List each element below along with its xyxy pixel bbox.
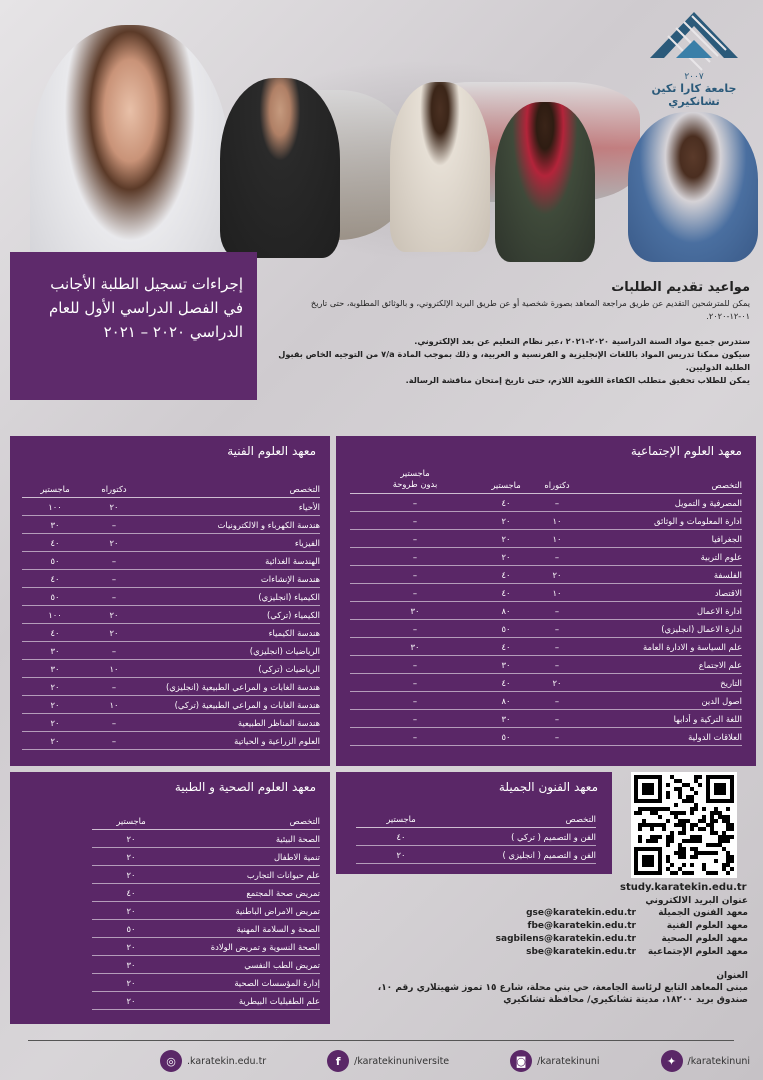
specialty-cell: علم الاجتماع	[698, 659, 742, 670]
specialty-cell: العلاقات الدولية	[688, 731, 742, 742]
table-row	[92, 884, 320, 902]
specialty-cell: الكيمياء (انجليزي)	[258, 591, 320, 602]
logo-year: ٢٠٠٧	[684, 72, 704, 82]
table-row	[356, 828, 596, 846]
table-row	[92, 992, 320, 1010]
masters-nonthesis-cell: –	[412, 497, 418, 508]
fine-arts-title: معهد الفنون الجميلة	[498, 780, 598, 794]
masters-cell: ٢٠	[50, 735, 60, 746]
application-paragraph: يمكن للمترشحين التقديم عن طريق مراجعة المعاهد بصورة شخصية أو عن طريق البريد الإلكتروني، و بالوثائق المطلوبة، حتى تاريخ ٠١-١٢-٢٠٢٠.	[310, 298, 750, 321]
masters-cell: ٢٠	[126, 941, 136, 952]
masters-cell: ٤٠	[501, 497, 511, 508]
masters-cell: ٢٠	[501, 533, 511, 544]
email-title: عنوان البريد الالكتروني	[645, 896, 748, 906]
table-row	[350, 674, 742, 692]
phd-cell: –	[554, 695, 560, 706]
email-label: معهد الفنون الجميلة	[658, 907, 748, 918]
student-photo-2	[220, 78, 340, 258]
specialty-cell: تنمية الاطفال	[273, 851, 320, 862]
masters-cell: ٤٠	[126, 887, 136, 898]
specialty-cell: الصحة البيئية	[275, 833, 320, 844]
specialty-cell: الأحياء	[298, 501, 320, 512]
masters-cell: ٥٠	[501, 623, 511, 634]
contact-info	[336, 896, 748, 1006]
table-row	[350, 656, 742, 674]
masters-cell: ٢٠	[396, 849, 406, 860]
masters-cell: ٢٠	[50, 717, 60, 728]
col-header-masters: ماجستير	[386, 813, 416, 824]
email-address-link[interactable]: fbe@karatekin.edu.tr	[527, 920, 636, 931]
address-line-1: مبنى المعاهد التابع لرئاسة الجامعة، حي بني محلة، شارع ١٥ تموز شهيتلاري رقم ١٠،	[377, 983, 748, 993]
phd-cell: –	[111, 519, 117, 530]
masters-nonthesis-cell: –	[412, 587, 418, 598]
col-header-masters-nonthesis	[350, 468, 480, 490]
specialty-cell: الكيمياء (تركي)	[266, 609, 320, 620]
table-row	[22, 732, 320, 750]
masters-cell: ٢٠	[126, 905, 136, 916]
fine-arts-panel	[336, 772, 612, 874]
phd-cell: ١٠	[552, 587, 562, 598]
instagram-icon: ◙	[510, 1050, 532, 1072]
phd-cell: –	[554, 659, 560, 670]
table-row	[350, 494, 742, 512]
masters-cell: ٢٠	[50, 681, 60, 692]
student-photo-5	[628, 112, 758, 262]
phd-cell: ١٠	[552, 515, 562, 526]
table-row	[22, 714, 320, 732]
masters-nonthesis-cell: –	[412, 677, 418, 688]
phd-cell: ٢٠	[552, 677, 562, 688]
masters-cell: ٣٠	[50, 663, 60, 674]
table-row	[92, 902, 320, 920]
col-header-masters-nonthesis-top: ماجستير	[400, 468, 430, 478]
col-header-masters: ماجستير	[116, 815, 146, 826]
phd-cell: –	[554, 497, 560, 508]
specialty-cell: ادارة المعلومات و الوثائق	[653, 515, 742, 526]
masters-nonthesis-cell: –	[412, 533, 418, 544]
university-logo	[639, 8, 749, 108]
masters-cell: ١٠٠	[48, 609, 62, 620]
masters-cell: ٢٠	[50, 699, 60, 710]
twitter-link[interactable]	[661, 1050, 751, 1072]
specialty-cell: هندسة الغابات و المراعي الطبيعية (انجليزي)	[165, 681, 320, 692]
specialty-cell: ادارة الاعمال	[696, 605, 742, 616]
health-sciences-table	[92, 812, 320, 1010]
specialty-cell: علوم التربية	[700, 551, 742, 562]
masters-cell: ٣٠	[50, 645, 60, 656]
specialty-cell: الجغرافيا	[711, 533, 742, 544]
student-photo-3	[390, 82, 490, 252]
masters-nonthesis-cell: –	[412, 623, 418, 634]
table-row	[22, 606, 320, 624]
languages-note: سيكون ممكنا تدريس المواد باللغات الإنجليزية و الفرنسية و العربية، و ذلك بموجب المادة a/٧ من التوجيه الخاص بقبول الطلبة الدوليين.	[278, 349, 750, 372]
masters-cell: ٥٠	[50, 555, 60, 566]
phd-cell: –	[111, 591, 117, 602]
social-sciences-title: معهد العلوم الإجتماعية	[630, 444, 742, 458]
specialty-cell: الرياضيات (تركي)	[258, 663, 320, 674]
specialty-cell: الفلسفة	[713, 569, 742, 580]
phd-cell: –	[554, 641, 560, 652]
masters-cell: ٤٠	[50, 573, 60, 584]
masters-nonthesis-cell: –	[412, 731, 418, 742]
specialty-cell: اصول الدين	[701, 695, 742, 706]
phd-cell: –	[111, 735, 117, 746]
application-dates-heading: مواعيد تقديم الطلبات	[611, 280, 750, 295]
specialty-cell: الفيزياء	[294, 537, 320, 548]
table-row	[22, 516, 320, 534]
specialty-cell: علم حيوانات التجارب	[246, 869, 320, 880]
table-row	[22, 696, 320, 714]
health-sciences-title: معهد العلوم الصحية و الطبية	[174, 780, 316, 794]
facebook-handle: /karatekinuniversite	[354, 1055, 450, 1067]
masters-nonthesis-cell: ٣٠	[410, 641, 420, 652]
specialty-cell: العلوم الزراعية و الحياتية	[234, 735, 320, 746]
table-row	[350, 710, 742, 728]
title-line-1: إجراءات تسجيل الطلبة الأجانب	[50, 275, 243, 293]
table-row	[92, 956, 320, 974]
masters-nonthesis-cell: –	[412, 659, 418, 670]
table-row	[92, 938, 320, 956]
masters-nonthesis-cell: –	[412, 551, 418, 562]
globe-icon: ◎	[160, 1050, 182, 1072]
phd-cell: –	[111, 555, 117, 566]
website-link[interactable]: study.karatekin.edu.tr	[620, 882, 747, 893]
specialty-cell: الفن و التصميم ( انجليزي )	[502, 849, 596, 860]
technical-sciences-table	[22, 480, 320, 750]
specialty-cell: علم السياسة و الادارة العامة	[642, 641, 742, 652]
table-row	[350, 620, 742, 638]
table-row	[92, 848, 320, 866]
masters-cell: ٤٠	[501, 587, 511, 598]
table-row	[22, 570, 320, 588]
phd-cell: ١٠	[109, 699, 119, 710]
specialty-cell: الصحة النسوية و تمريض الولادة	[210, 941, 320, 952]
technical-sciences-title: معهد العلوم الفنية	[227, 444, 316, 458]
qr-code-icon	[631, 772, 737, 878]
specialty-cell: التاريخ	[720, 677, 742, 688]
masters-cell: ٤٠	[501, 569, 511, 580]
phd-cell: –	[554, 731, 560, 742]
masters-cell: ٤٠	[50, 627, 60, 638]
masters-cell: ٢٠	[126, 977, 136, 988]
email-label: معهد العلوم الفنية	[666, 920, 748, 931]
instagram-handle: /karatekinuni	[537, 1055, 600, 1067]
masters-nonthesis-cell: –	[412, 695, 418, 706]
email-label: معهد العلوم الصحية	[661, 933, 748, 944]
logo-university-name: جامعة كارا تكين تشانكيري	[651, 82, 737, 108]
masters-cell: ٢٠	[501, 551, 511, 562]
phd-cell: ٢٠	[109, 537, 119, 548]
col-header-phd: دكتوراه	[544, 480, 570, 490]
masters-cell: ٢٠	[126, 869, 136, 880]
table-row	[92, 866, 320, 884]
table-header-row	[92, 812, 320, 830]
address-line-2: صندوق بريد ١٨٢٠٠، مدينة تشانكيري/ محافظة تشانكيري	[503, 995, 748, 1005]
table-row	[22, 534, 320, 552]
email-label: معهد العلوم الإجتماعية	[647, 946, 748, 957]
facebook-icon: f	[327, 1050, 349, 1072]
masters-cell: ٢٠	[126, 833, 136, 844]
masters-cell: ٤٠	[501, 641, 511, 652]
table-header-row	[22, 480, 320, 498]
masters-cell: ٥٠	[50, 591, 60, 602]
table-header-row	[356, 810, 596, 828]
masters-cell: ٣٠	[126, 959, 136, 970]
phd-cell: –	[554, 713, 560, 724]
masters-cell: ٢٠	[501, 515, 511, 526]
website-footer-text: .karatekin.edu.tr	[187, 1055, 267, 1067]
col-header-specialty: التخصص	[289, 483, 320, 494]
masters-cell: ٣٠	[50, 519, 60, 530]
specialty-cell: الفن و التصميم ( تركي )	[511, 831, 596, 842]
table-row	[22, 498, 320, 516]
specialty-cell: تمريض الطب النفسي	[244, 959, 320, 970]
specialty-cell: الرياضيات (انجليزي)	[249, 645, 320, 656]
table-row	[22, 678, 320, 696]
table-row	[22, 552, 320, 570]
website-footer-link[interactable]	[160, 1050, 266, 1072]
specialty-cell: هندسة الغابات و المراعي الطبيعية (تركي)	[174, 699, 320, 710]
title-box	[10, 252, 257, 400]
phd-cell: ١٠	[552, 533, 562, 544]
instagram-link[interactable]	[510, 1050, 600, 1072]
technical-sciences-panel	[10, 436, 330, 766]
table-row	[92, 974, 320, 992]
phd-cell: ٢٠	[109, 627, 119, 638]
email-row	[336, 906, 748, 919]
student-photo-4	[495, 102, 595, 262]
distance-learning-note: ستدرس جميع مواد السنة الدراسية ٢٠٢٠-٢٠٢١ ،عبر نظام التعليم عن بعد الإلكتروني.	[414, 336, 750, 346]
masters-cell: ٣٠	[501, 713, 511, 724]
specialty-cell: علم الطفيليات البيطرية	[238, 995, 320, 1006]
twitter-handle: /karatekinuni	[687, 1055, 750, 1067]
masters-cell: ٨٠	[501, 605, 511, 616]
specialty-cell: الاقتصاد	[714, 587, 742, 598]
footer-divider	[28, 1040, 734, 1041]
masters-cell: ٥٠	[501, 731, 511, 742]
email-row	[336, 945, 748, 958]
qr-code[interactable]	[631, 772, 737, 878]
fine-arts-table	[356, 810, 596, 864]
social-sciences-table	[350, 462, 742, 746]
specialty-cell: إدارة المؤسسات الصحية	[234, 977, 320, 988]
col-header-specialty: التخصص	[289, 815, 320, 826]
col-header-specialty: التخصص	[565, 813, 596, 824]
col-header-phd: دكتوراه	[101, 483, 127, 494]
phd-cell: –	[111, 573, 117, 584]
table-row	[356, 846, 596, 864]
specialty-cell: هندسة الإنشاءات	[260, 573, 320, 584]
title-line-3: الدراسي ٢٠٢٠ – ٢٠٢١	[103, 323, 243, 341]
specialty-cell: الهندسة الغذائية	[265, 555, 320, 566]
table-row	[22, 624, 320, 642]
specialty-cell: هندسة المناظر الطبيعية	[237, 717, 320, 728]
email-row	[336, 919, 748, 932]
table-row	[22, 660, 320, 678]
table-row	[350, 566, 742, 584]
specialty-cell: ادارة الاعمال (انجليزي)	[661, 623, 742, 634]
table-row	[350, 638, 742, 656]
table-row	[350, 530, 742, 548]
specialty-cell: تمريض الامراض الباطنية	[235, 905, 320, 916]
facebook-link[interactable]	[327, 1050, 449, 1072]
col-header-specialty: التخصص	[711, 480, 742, 490]
masters-cell: ٣٠	[501, 659, 511, 670]
phd-cell: –	[111, 717, 117, 728]
table-row	[350, 692, 742, 710]
col-header-masters: ماجستير	[491, 480, 521, 490]
masters-nonthesis-cell: –	[412, 569, 418, 580]
footer-social-links	[160, 1048, 750, 1074]
phd-cell: –	[111, 645, 117, 656]
col-header-masters: ماجستير	[40, 483, 70, 494]
table-row	[350, 548, 742, 566]
phd-cell: –	[554, 623, 560, 634]
email-row	[336, 932, 748, 945]
social-sciences-panel	[336, 436, 756, 766]
masters-cell: ٨٠	[501, 695, 511, 706]
masters-cell: ٢٠	[126, 851, 136, 862]
masters-nonthesis-cell: –	[412, 713, 418, 724]
specialty-cell: المصرفية و التمويل	[674, 497, 742, 508]
specialty-cell: الصحة و السلامة المهنية	[236, 923, 320, 934]
email-address-link[interactable]: sagbilens@karatekin.edu.tr	[495, 933, 636, 944]
language-proficiency-note: يمكن للطلاب تحقيق متطلب الكفاءة اللغوية اللازم، حتى تاريخ إمتحان مناقشة الرسالة.	[405, 375, 750, 385]
masters-nonthesis-cell: –	[412, 515, 418, 526]
masters-cell: ٤٠	[501, 677, 511, 688]
address-block	[336, 970, 748, 1006]
title-line-2: في الفصل الدراسي الأول للعام	[48, 299, 243, 317]
table-row	[92, 920, 320, 938]
email-address-link[interactable]: gse@karatekin.edu.tr	[526, 907, 636, 918]
email-address-link[interactable]: sbe@karatekin.edu.tr	[526, 946, 636, 957]
specialty-cell: تمريض صحة المجتمع	[246, 887, 320, 898]
masters-cell: ٥٠	[126, 923, 136, 934]
address-title: العنوان	[716, 971, 748, 981]
masters-cell: ٤٠	[396, 831, 406, 842]
specialty-cell: هندسة الكيمياء	[268, 627, 320, 638]
masters-nonthesis-cell: ٣٠	[410, 605, 420, 616]
specialty-cell: اللغة التركية و أدابها	[673, 713, 742, 724]
table-row	[350, 584, 742, 602]
table-row	[350, 602, 742, 620]
table-row	[350, 728, 742, 746]
phd-cell: –	[554, 605, 560, 616]
phd-cell: ٢٠	[109, 609, 119, 620]
table-header-row	[350, 462, 742, 494]
table-row	[22, 642, 320, 660]
table-row	[350, 512, 742, 530]
phd-cell: ١٠	[109, 663, 119, 674]
table-row	[92, 830, 320, 848]
phd-cell: –	[111, 681, 117, 692]
masters-cell: ٢٠	[126, 995, 136, 1006]
application-info	[268, 280, 750, 387]
col-header-masters-nonthesis-bottom: بدون طروحة	[392, 479, 438, 489]
phd-cell: –	[554, 551, 560, 562]
masters-cell: ٤٠	[50, 537, 60, 548]
specialty-cell: هندسة الكهرباء و الالكترونيات	[217, 519, 320, 530]
phd-cell: ٢٠	[552, 569, 562, 580]
table-row	[22, 588, 320, 606]
twitter-icon: ✦	[661, 1050, 683, 1072]
logo-mark-icon	[646, 8, 742, 74]
masters-cell: ١٠٠	[48, 501, 62, 512]
health-sciences-panel	[10, 772, 330, 1024]
phd-cell: ٢٠	[109, 501, 119, 512]
